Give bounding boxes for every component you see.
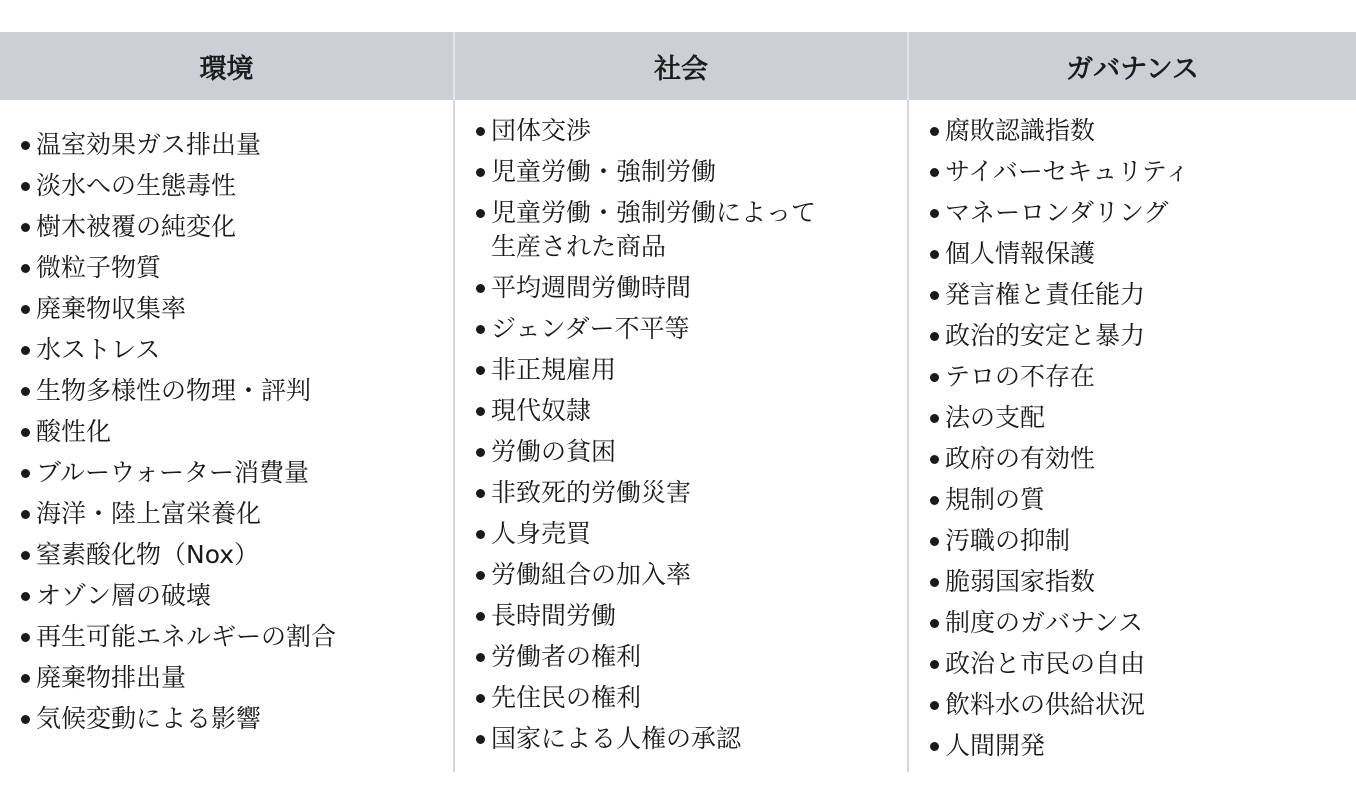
list-item: 先住民の権利 bbox=[475, 681, 899, 715]
list-item: マネーロンダリング bbox=[929, 196, 1348, 230]
governance-list bbox=[929, 114, 1348, 763]
list-item: 政治的安定と暴力 bbox=[929, 319, 1348, 353]
list-item: 政府の有効性 bbox=[929, 442, 1348, 476]
list-item-multiline bbox=[475, 196, 899, 264]
list-item: 団体交渉 bbox=[475, 114, 899, 148]
environment-list bbox=[20, 128, 445, 736]
list-item-continuation: 生産された商品 bbox=[491, 232, 667, 261]
list-item: 人間開発 bbox=[929, 729, 1348, 763]
list-item: 長時間労働 bbox=[475, 599, 899, 633]
list-item: 平均週間労働時間 bbox=[475, 271, 899, 305]
list-item: 制度のガバナンス bbox=[929, 606, 1348, 640]
list-item: 労働組合の加入率 bbox=[475, 558, 899, 592]
social-list bbox=[475, 114, 899, 756]
list-item: テロの不存在 bbox=[929, 360, 1348, 394]
list-item: 廃棄物収集率 bbox=[20, 292, 445, 326]
list-item: 政治と市民の自由 bbox=[929, 647, 1348, 681]
list-item: ジェンダー不平等 bbox=[475, 312, 899, 346]
list-item: 人身売買 bbox=[475, 517, 899, 551]
list-item: 窒素酸化物（Nox） bbox=[20, 538, 445, 572]
list-item: 腐敗認識指数 bbox=[929, 114, 1348, 148]
list-item: サイバーセキュリティ bbox=[929, 155, 1348, 189]
list-item-text: 児童労働・強制労働によって bbox=[491, 198, 817, 227]
governance-column bbox=[907, 100, 1356, 772]
list-item: 生物多様性の物理・評判 bbox=[20, 374, 445, 408]
list-item: 水ストレス bbox=[20, 333, 445, 367]
list-item: 微粒子物質 bbox=[20, 251, 445, 285]
list-item: 労働者の権利 bbox=[475, 640, 899, 674]
list-item: 気候変動による影響 bbox=[20, 702, 445, 736]
list-item: 酸性化 bbox=[20, 415, 445, 449]
social-column bbox=[453, 100, 907, 772]
list-item: 海洋・陸上富栄養化 bbox=[20, 497, 445, 531]
list-item: 汚職の抑制 bbox=[929, 524, 1348, 558]
list-item: 現代奴隷 bbox=[475, 394, 899, 428]
list-item: 児童労働・強制労働 bbox=[475, 155, 899, 189]
header-governance: ガバナンス bbox=[907, 32, 1356, 100]
list-item: 法の支配 bbox=[929, 401, 1348, 435]
list-item: 再生可能エネルギーの割合 bbox=[20, 620, 445, 654]
list-item: 非正規雇用 bbox=[475, 353, 899, 387]
list-item: 発言権と責任能力 bbox=[929, 278, 1348, 312]
header-environment: 環境 bbox=[0, 32, 453, 100]
list-item: 規制の質 bbox=[929, 483, 1348, 517]
list-item: 非致死的労働災害 bbox=[475, 476, 899, 510]
list-item: 温室効果ガス排出量 bbox=[20, 128, 445, 162]
list-item: 飲料水の供給状況 bbox=[929, 688, 1348, 722]
list-item: 個人情報保護 bbox=[929, 237, 1348, 271]
list-item: 脆弱国家指数 bbox=[929, 565, 1348, 599]
esg-indicator-table bbox=[0, 32, 1356, 772]
list-item: 樹木被覆の純変化 bbox=[20, 210, 445, 244]
list-item: 淡水への生態毒性 bbox=[20, 169, 445, 203]
environment-column bbox=[0, 100, 453, 772]
list-item: 労働の貧困 bbox=[475, 435, 899, 469]
list-item: オゾン層の破壊 bbox=[20, 579, 445, 613]
list-item: ブルーウォーター消費量 bbox=[20, 456, 445, 490]
list-item: 国家による人権の承認 bbox=[475, 722, 899, 756]
list-item: 廃棄物排出量 bbox=[20, 661, 445, 695]
header-social: 社会 bbox=[453, 32, 907, 100]
